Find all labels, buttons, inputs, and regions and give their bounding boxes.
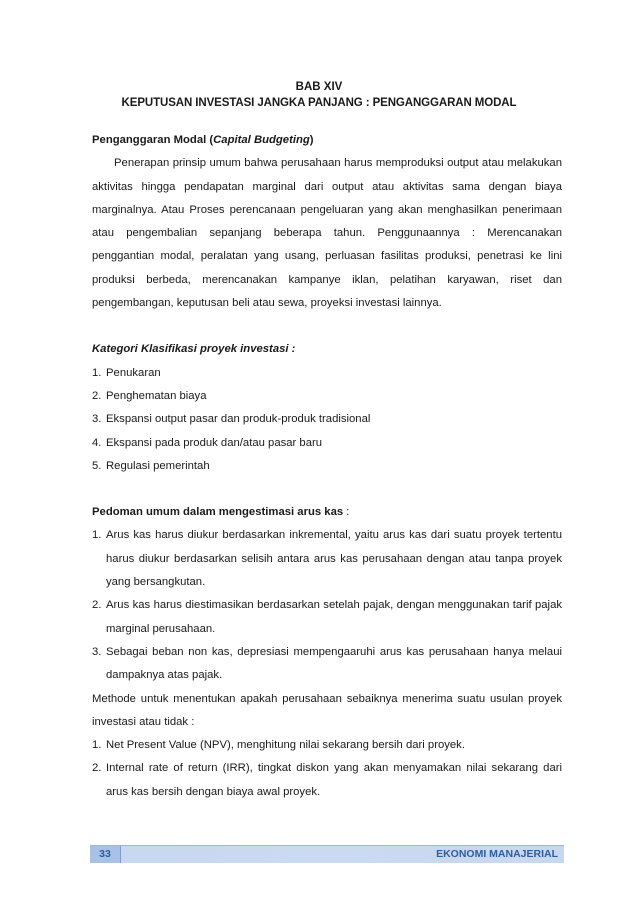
paragraph-capital-budgeting: Penerapan prinsip umum bahwa perusahaan harus memproduksi output atau melakukan aktivitas hingga pendapatan marginal dari output atau aktivitas sama dengan biaya marginalnya. Atau Proses perencanaan pengeluaran yang akan menghasilkan penerimaan atau pengembalian sepanjang beberapa tahun. Penggunaannya : Merencanakan penggantian modal, peralatan yang usang, perluasan fasilitas produksi, penetrasi ke lini produksi berbeda, merencanakan kampanye iklan, pelatihan karyawan, riset dan pengembangan, keputusan beli atau sewa, proyeksi investasi lainnya. <box>92 157 562 310</box>
list-item <box>92 757 562 804</box>
cashflow-guidelines-list <box>92 524 562 687</box>
list-item-number: 2. <box>92 389 102 402</box>
list-item <box>92 734 562 757</box>
methods-list <box>92 734 562 804</box>
list-item-text: Arus kas harus diukur berdasarkan inkremental, yaitu arus kas dari suatu proyek tertentu harus diukur berdasarkan selisih antara arus kas perusahaan dengan atau tanpa proyek yang bersangkutan. <box>106 529 562 589</box>
list-item-number: 4. <box>92 436 102 449</box>
list-item <box>92 641 562 688</box>
classification-list <box>92 362 562 478</box>
heading-text: Penganggaran Modal ( <box>92 134 214 146</box>
list-item-number: 1. <box>92 366 102 379</box>
list-item-text: Net Present Value (NPV), menghitung nilai sekarang bersih dari proyek. <box>106 739 465 752</box>
list-item-number: 1. <box>92 739 102 752</box>
list-item <box>92 455 562 478</box>
cashflow-heading-text: Pedoman umum dalam mengestimasi arus kas <box>92 506 344 519</box>
list-item-text: Ekspansi pada produk dan/atau pasar baru <box>106 436 323 449</box>
list-item-text: Internal rate of return (IRR), tingkat diskon yang akan menyamakan nilai sekarang dari arus kas bersih dengan biaya awal proyek. <box>106 762 562 798</box>
list-item <box>92 432 562 455</box>
list-item-text: Penghematan biaya <box>106 389 207 402</box>
page-footer <box>90 845 564 863</box>
section-heading-classification: Kategori Klasifikasi proyek investasi : <box>92 343 296 356</box>
list-item-number: 3. <box>92 413 102 426</box>
section-heading-cashflow <box>92 501 562 524</box>
list-item <box>92 362 562 385</box>
page-body <box>92 129 562 804</box>
list-item-number: 3. <box>92 645 102 658</box>
heading-italic-term: Capital Budgeting <box>213 134 310 146</box>
method-intro: Methode untuk menentukan apakah perusahaan sebaiknya menerima suatu usulan proyek investasi atau tidak : <box>92 692 562 728</box>
list-item <box>92 524 562 594</box>
list-item-number: 2. <box>92 762 102 775</box>
list-item-text: Sebagai beban non kas, depresiasi mempengaaruhi arus kas perusahaan hanya melaui dampaknya atas pajak. <box>106 645 562 682</box>
list-item-number: 5. <box>92 459 102 472</box>
spacer <box>92 315 562 338</box>
heading-close-paren: ) <box>309 134 314 146</box>
section-heading-capital-budgeting <box>92 129 562 152</box>
running-title: EKONOMI MANAJERIAL <box>436 848 558 860</box>
page-number: 33 <box>90 846 121 863</box>
list-item-number: 1. <box>92 529 102 542</box>
list-item <box>92 385 562 408</box>
list-item <box>92 594 562 641</box>
cashflow-heading-suffix: : <box>343 506 350 519</box>
spacer <box>92 478 562 501</box>
list-item-text: Regulasi pemerintah <box>106 459 210 472</box>
chapter-title: KEPUTUSAN INVESTASI JANGKA PANJANG : PENGANGGARAN MODAL <box>121 97 517 109</box>
list-item-text: Ekspansi output pasar dan produk-produk tradisional <box>106 413 371 426</box>
list-item <box>92 408 562 431</box>
list-item-text: Arus kas harus diestimasikan berdasarkan setelah pajak, dengan menggunakan tarif pajak marginal perusahaan. <box>106 599 562 635</box>
chapter-number: BAB XIV <box>295 81 343 93</box>
list-item-number: 2. <box>92 599 102 612</box>
list-item-text: Penukaran <box>106 366 161 379</box>
